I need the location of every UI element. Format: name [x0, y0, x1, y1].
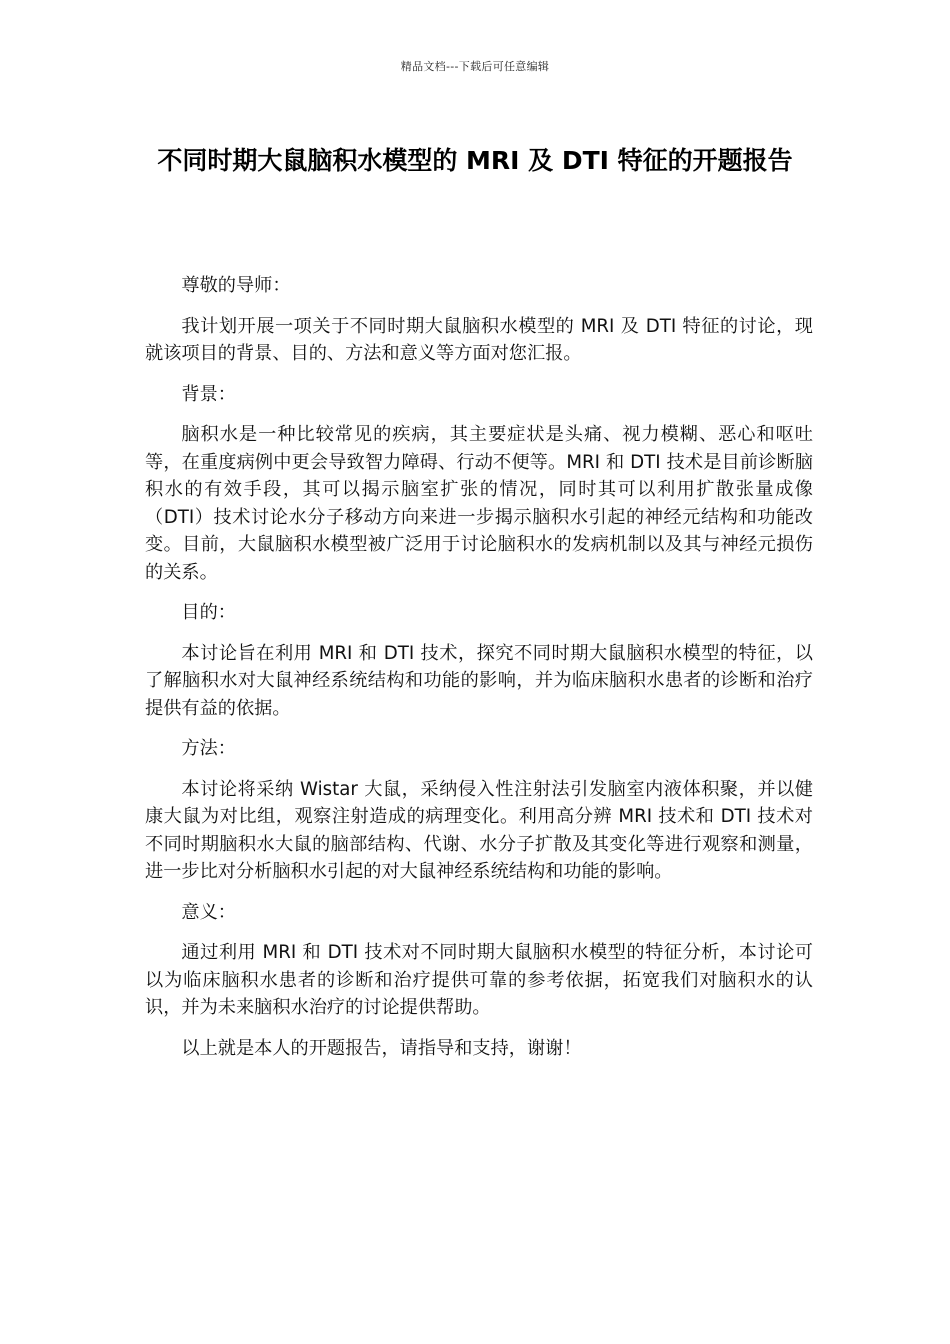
background-heading: 背景： [181, 383, 236, 405]
purpose-paragraph: 本讨论旨在利用 MRI 和 DTI 技术，探究不同时期大鼠脑积水模型的特征，以了解脑积水对大鼠神经系统结构和功能的影响，并为临床脑积水患者的诊断和治疗提供有益的依据。 [145, 642, 813, 719]
method-heading: 方法： [181, 738, 236, 759]
document-body [145, 272, 813, 1075]
header-note: 精品文档---下载后可任意编辑 [400, 60, 550, 73]
background-paragraph: 脑积水是一种比较常见的疾病，其主要症状是头痛、视力模糊、恶心和呕吐等，在重度病例中更会导致智力障碍、行动不便等。MRI 和 DTI 技术是目前诊断脑积水的有效手段，其可以揭示脑室扩张的情况，同时其可以利用扩散张量成像（DTI）技术讨论水分子移动方向来进一步揭示脑积水引起的神经元结构和功能改变。目前，大鼠脑积水模型被广泛用于讨论脑积水的发病机制以及其与神经元损伤的关系。 [145, 424, 813, 583]
salutation: 尊敬的导师： [181, 275, 291, 296]
intro-paragraph: 我计划开展一项关于不同时期大鼠脑积水模型的 MRI 及 DTI 特征的讨论，现就该项目的背景、目的、方法和意义等方面对您汇报。 [145, 315, 813, 364]
significance-paragraph: 通过利用 MRI 和 DTI 技术对不同时期大鼠脑积水模型的特征分析，本讨论可以为临床脑积水患者的诊断和治疗提供可靠的参考依据，拓宽我们对脑积水的认识，并为未来脑积水治疗的讨论提供帮助。 [145, 942, 813, 1018]
purpose-heading: 目的： [181, 602, 236, 623]
closing-paragraph: 以上就是本人的开题报告，请指导和支持，谢谢！ [181, 1037, 582, 1059]
document-title: 不同时期大鼠脑积水模型的 MRI 及 DTI 特征的开题报告 [157, 146, 793, 175]
method-paragraph: 本讨论将采纳 Wistar 大鼠，采纳侵入性注射法引发脑室内液体积聚，并以健康大鼠为对比组，观察注射造成的病理变化。利用高分辨 MRI 技术和 DTI 技术对不同时期脑积水大鼠的脑部结构、代谢、水分子扩散及其变化等进行观察和测量，进一步比对分析脑积水引起的对大鼠神经系统结构和功能的影响。 [145, 778, 813, 882]
significance-heading: 意义： [181, 901, 236, 923]
